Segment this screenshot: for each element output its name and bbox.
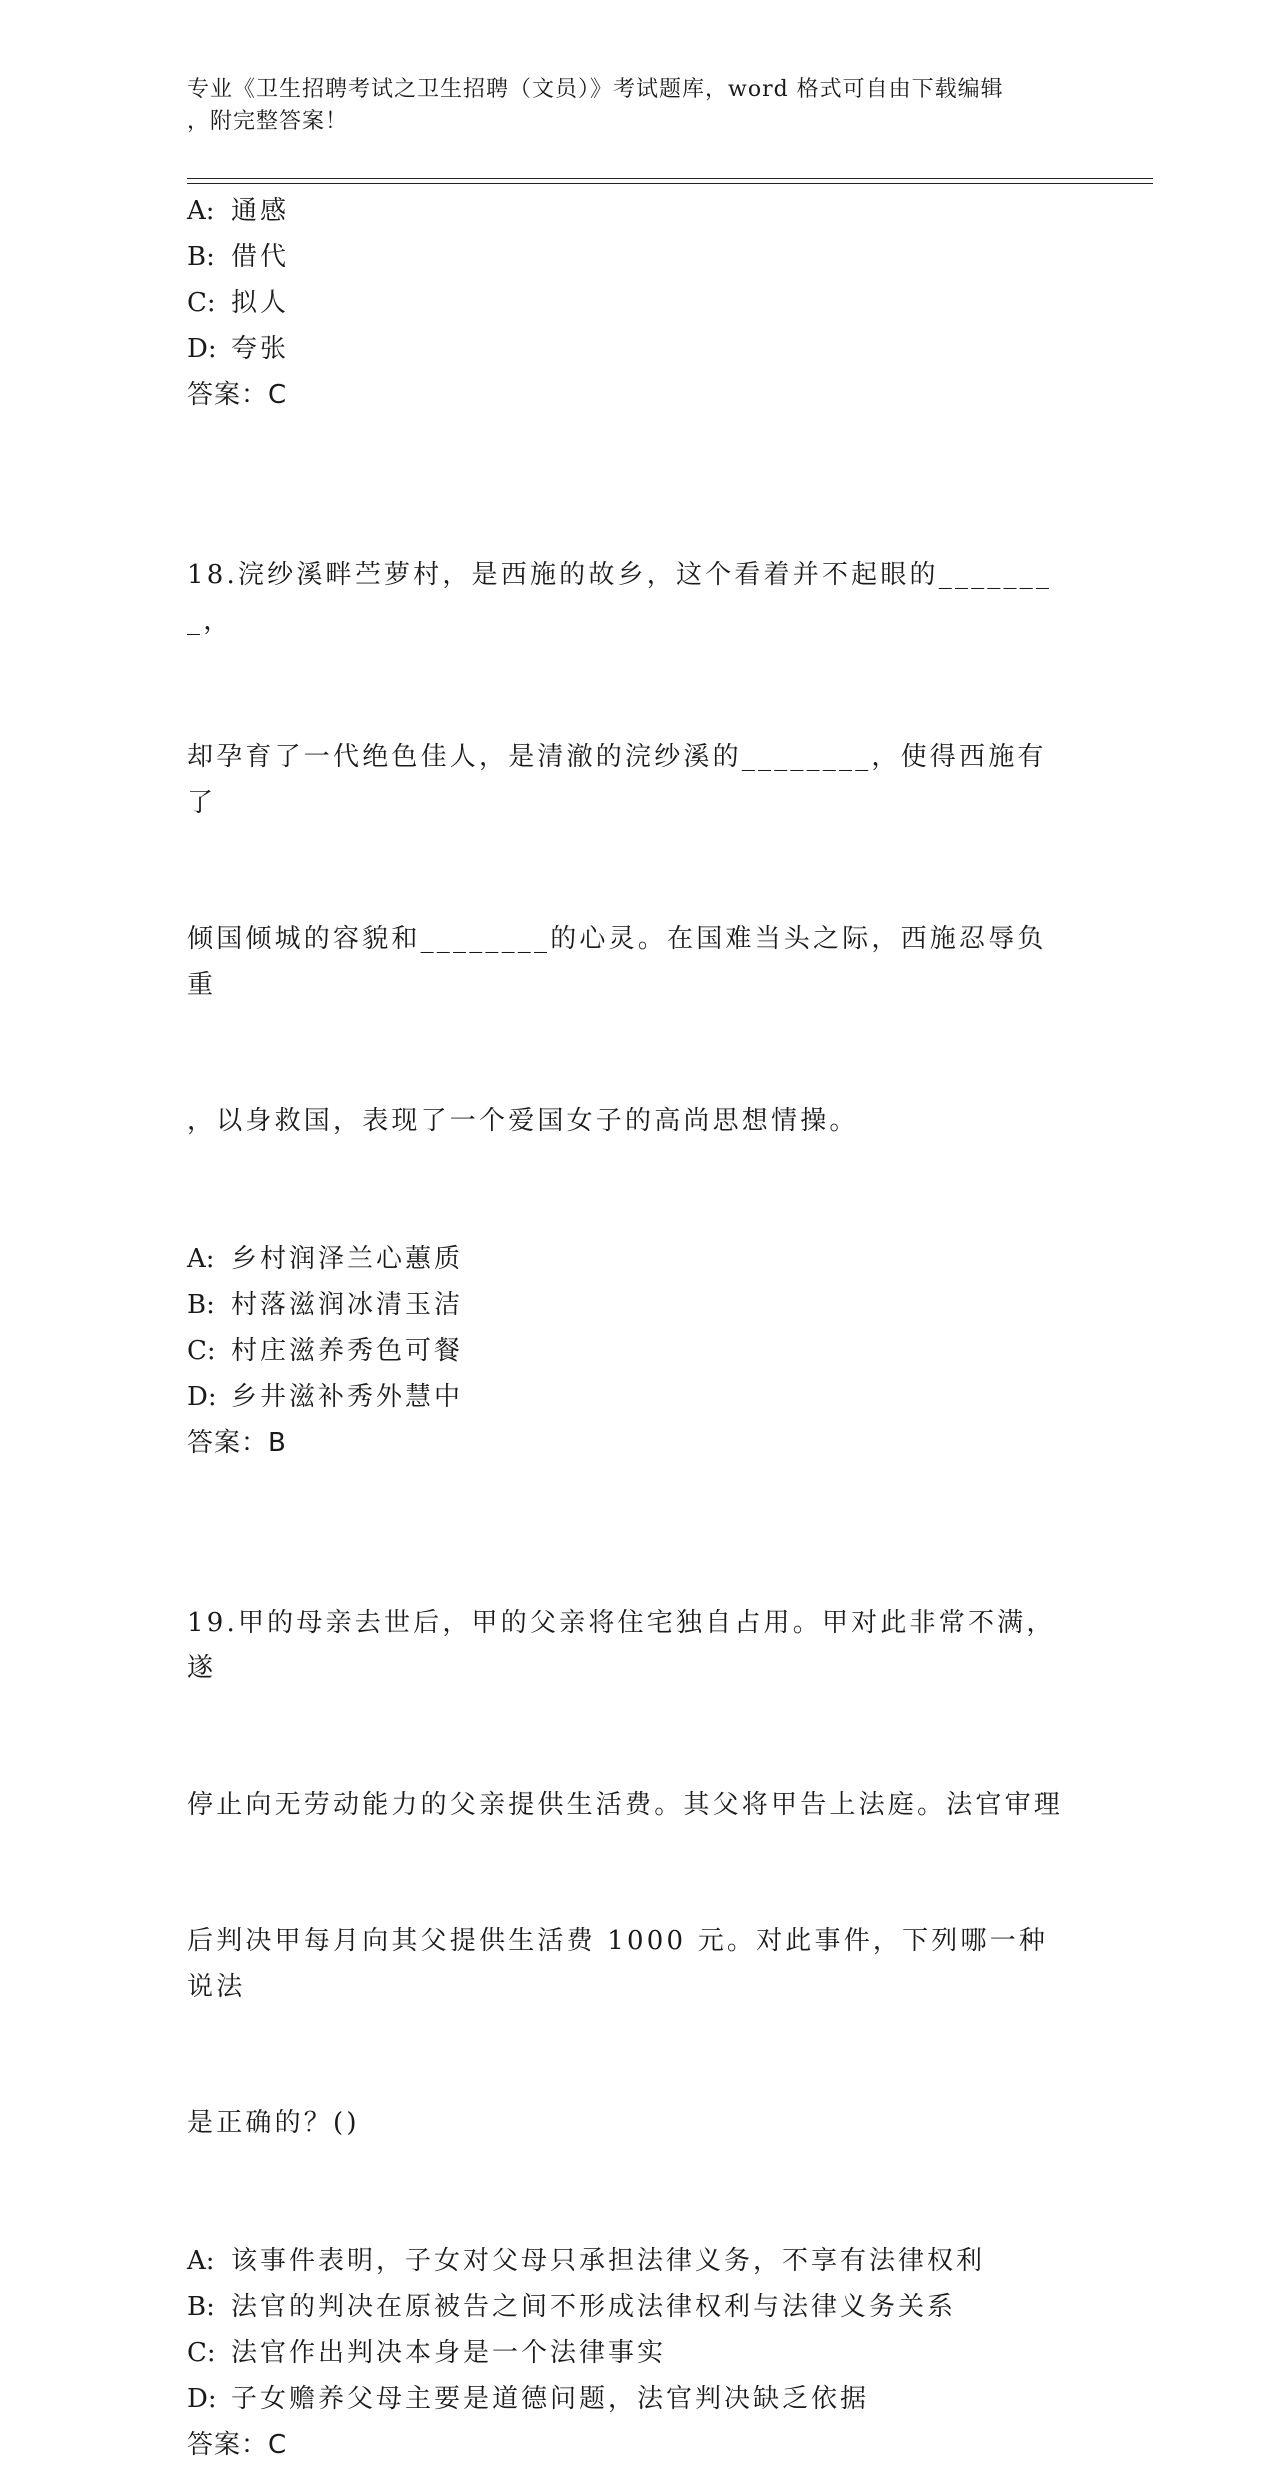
option-d — [187, 326, 1087, 372]
option-a — [187, 1236, 1087, 1282]
question-19 — [187, 1510, 1087, 2468]
option-b — [187, 2284, 1087, 2330]
question-line: 倾国倾城的容貌和________的心灵。在国难当头之际，西施忍辱负重 — [187, 924, 1047, 1000]
option-label: B: — [187, 2291, 215, 2322]
option-text: 子女赡养父母主要是道德问题，法官判决缺乏依据 — [231, 2383, 870, 2414]
option-label: C: — [187, 1335, 216, 1366]
option-a — [187, 2238, 1087, 2284]
header-divider-top — [187, 178, 1153, 179]
option-b — [187, 234, 1087, 280]
option-label: C: — [187, 288, 216, 318]
question-line: 18.浣纱溪畔苎萝村，是西施的故乡，这个看着并不起眼的________， — [187, 560, 1053, 636]
answer-line: 答案：C — [187, 2429, 288, 2460]
option-c — [187, 1328, 1087, 1374]
option-label: D: — [187, 334, 217, 364]
option-c — [187, 2330, 1087, 2376]
option-d — [187, 2376, 1087, 2422]
option-text: 乡井滋补秀外慧中 — [231, 1381, 464, 1412]
option-text: 拟人 — [231, 288, 290, 318]
spacer — [187, 418, 1087, 462]
document-body — [187, 188, 1087, 2468]
option-d — [187, 1374, 1087, 1420]
spacer — [187, 1466, 1087, 1510]
option-label: A: — [187, 196, 215, 226]
option-text: 乡村润泽兰心蕙质 — [231, 1243, 464, 1274]
option-label: B: — [187, 1289, 215, 1320]
question-line: 停止向无劳动能力的父亲提供生活费。其父将甲告上法庭。法官审理 — [187, 1789, 1064, 1820]
option-label: D: — [187, 1381, 217, 1412]
question-line: 19.甲的母亲去世后，甲的父亲将住宅独自占用。甲对此非常不满，遂 — [187, 1607, 1056, 1683]
answer-line: 答案：C — [187, 380, 288, 410]
page-header — [187, 74, 1087, 138]
option-text: 通感 — [231, 196, 290, 226]
header-title-line-2: ，附完整答案！ — [187, 109, 349, 134]
option-text: 借代 — [231, 242, 290, 272]
answer-line: 答案：B — [187, 1427, 287, 1458]
option-text: 法官作出判决本身是一个法律事实 — [231, 2337, 667, 2368]
option-text: 村庄滋养秀色可餐 — [231, 1335, 464, 1366]
option-c — [187, 280, 1087, 326]
option-label: B: — [187, 242, 215, 272]
question-line: ，以身救国，表现了一个爱国女子的高尚思想情操。 — [187, 1106, 859, 1136]
option-b — [187, 1282, 1087, 1328]
option-a — [187, 188, 1087, 234]
option-text: 村落滋润冰清玉洁 — [231, 1289, 464, 1320]
question-18 — [187, 462, 1087, 1466]
header-divider-bottom — [187, 183, 1153, 184]
header-title-line-1: 专业《卫生招聘考试之卫生招聘（文员）》考试题库，word 格式可自由下载编辑 — [187, 77, 1004, 102]
question-17 — [187, 188, 1087, 418]
option-text: 该事件表明，子女对父母只承担法律义务，不享有法律权利 — [231, 2245, 986, 2276]
option-label: D: — [187, 2383, 217, 2414]
option-text: 夸张 — [231, 334, 290, 364]
option-label: A: — [187, 1243, 215, 1274]
option-text: 法官的判决在原被告之间不形成法律权利与法律义务关系 — [231, 2291, 957, 2322]
question-line: 是正确的？() — [187, 2108, 360, 2138]
question-line: 后判决甲每月向其父提供生活费 1000 元。对此事件，下列哪一种说法 — [187, 1926, 1049, 2002]
option-label: C: — [187, 2337, 216, 2368]
option-label: A: — [187, 2245, 215, 2276]
question-stem — [187, 462, 1067, 1236]
question-stem — [187, 1510, 1067, 2238]
question-line: 却孕育了一代绝色佳人，是清澈的浣纱溪的________，使得西施有了 — [187, 742, 1047, 818]
